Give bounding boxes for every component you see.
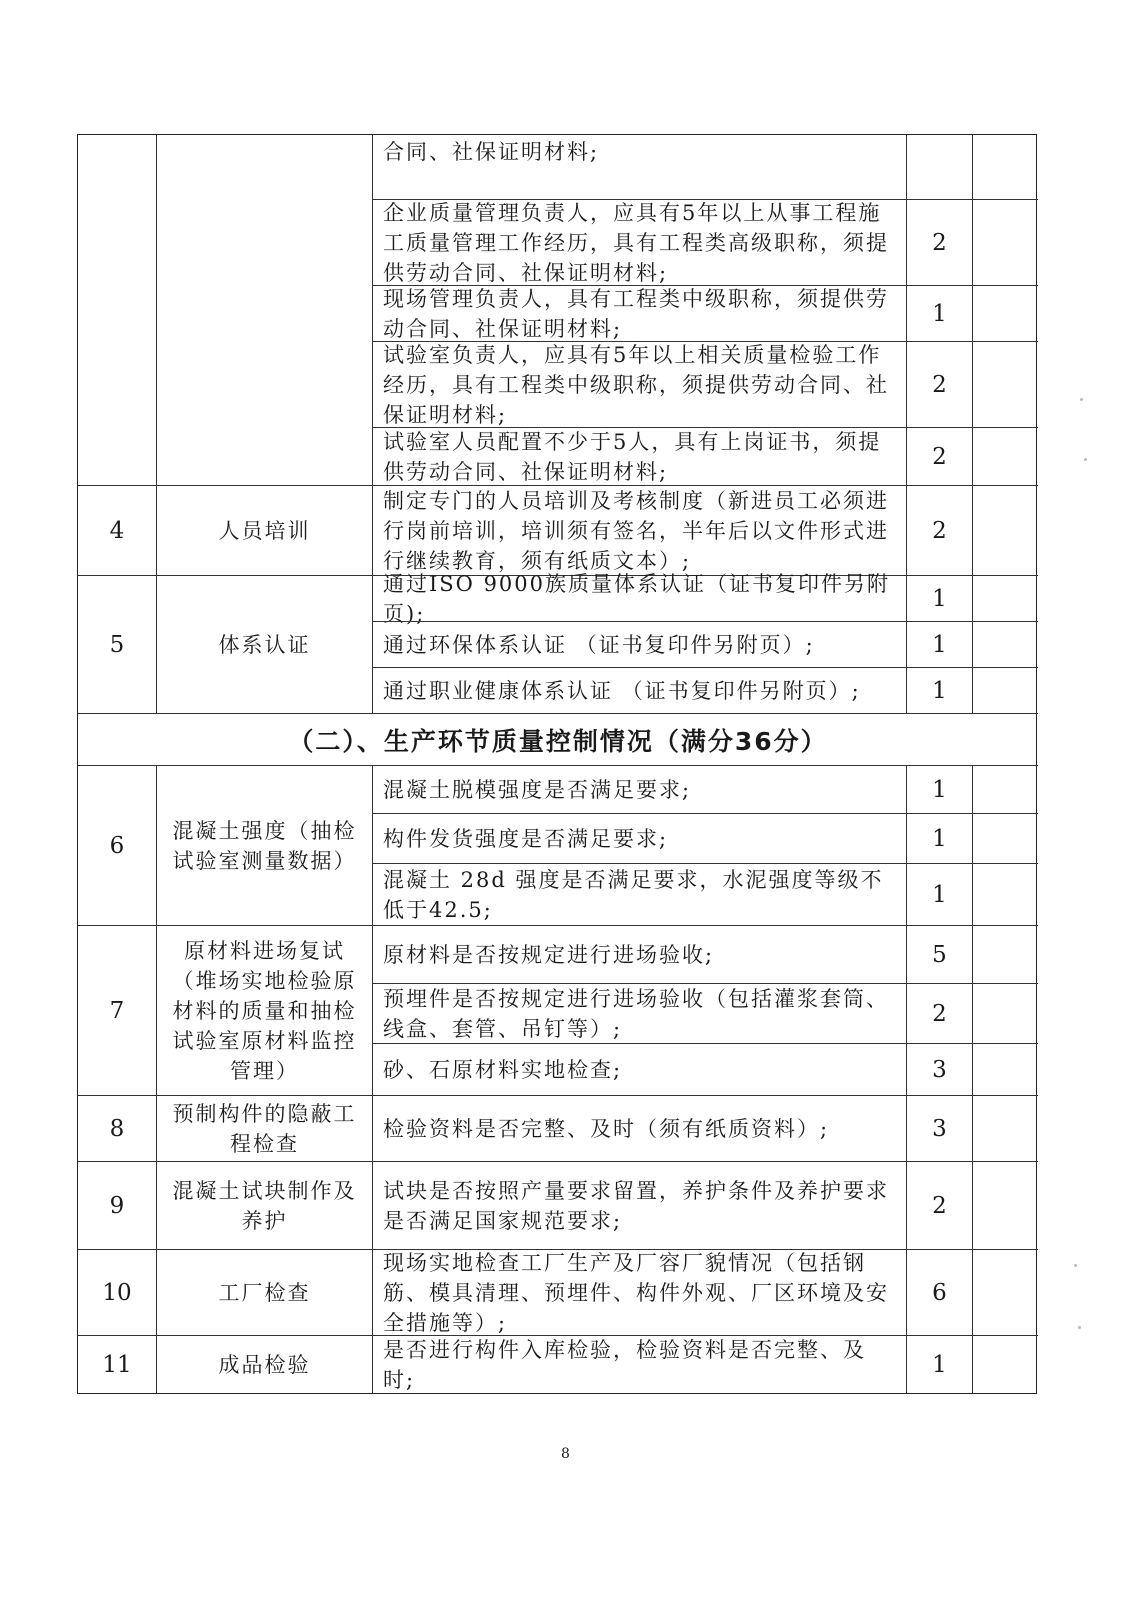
item-name: 预制构件的隐蔽工程检查 — [172, 1101, 357, 1156]
score-value: 2 — [932, 371, 947, 398]
score-value: 3 — [932, 1056, 947, 1083]
number-cell — [78, 485, 156, 575]
description-cell — [372, 485, 906, 575]
description-text: 试块是否按照产量要求留置，养护条件及养护要求是否满足国家规范要求; — [383, 1178, 889, 1233]
score-value: 1 — [932, 677, 947, 704]
scan-speck — [1074, 1264, 1077, 1267]
score-cell — [906, 813, 972, 863]
description-cell — [372, 863, 906, 925]
item-name-cell — [156, 575, 372, 713]
item-name: 工厂检查 — [218, 1280, 311, 1305]
score-cell — [906, 575, 972, 621]
item-name-cell — [156, 1335, 372, 1393]
item-name-cell — [156, 765, 372, 925]
section-title — [78, 713, 1038, 765]
description-text: 通过ISO 9000族质量体系认证（证书复印件另附页); — [383, 571, 891, 626]
item-number: 4 — [109, 517, 125, 544]
number-cell — [78, 1249, 156, 1335]
item-name-cell — [156, 925, 372, 1095]
score-cell — [906, 199, 972, 285]
item-name: 体系认证 — [218, 632, 311, 657]
description-text: 砂、石原材料实地检查; — [383, 1057, 623, 1082]
description-cell — [372, 621, 906, 667]
description-cell — [372, 199, 906, 285]
description-cell — [372, 1161, 906, 1249]
description-text: 合同、社保证明材料; — [383, 140, 600, 164]
scan-speck — [1080, 398, 1083, 401]
score-cell — [906, 1335, 972, 1393]
number-cell — [78, 925, 156, 1095]
scan-speck — [1078, 1326, 1081, 1329]
remark-cell — [972, 427, 1038, 485]
description-text: 是否进行构件入库检验，检验资料是否完整、及时; — [383, 1337, 866, 1392]
item-name-cell — [156, 1095, 372, 1161]
score-cell — [906, 863, 972, 925]
score-value: 1 — [932, 300, 947, 327]
number-cell — [78, 135, 156, 485]
score-cell — [906, 285, 972, 341]
remark-cell — [972, 813, 1038, 863]
remark-cell — [972, 1161, 1038, 1249]
remark-cell — [972, 485, 1038, 575]
score-cell — [906, 1095, 972, 1161]
score-cell — [906, 135, 972, 199]
score-value: 1 — [932, 631, 947, 658]
score-value: 2 — [932, 229, 947, 256]
item-name: 原材料进场复试（堆场实地检验原材料的质量和抽检试验室原材料监控管理） — [172, 938, 357, 1083]
remark-cell — [972, 135, 1038, 199]
remark-cell — [972, 765, 1038, 813]
score-value: 1 — [932, 1351, 947, 1378]
description-cell — [372, 983, 906, 1043]
score-cell — [906, 1249, 972, 1335]
number-cell — [78, 765, 156, 925]
score-cell — [906, 427, 972, 485]
number-cell — [78, 1161, 156, 1249]
item-number: 8 — [109, 1115, 125, 1142]
description-text: 现场实地检查工厂生产及厂容厂貌情况（包括钢筋、模具清理、预埋件、构件外观、厂区环境及安全措施等）; — [383, 1250, 889, 1335]
score-value: 2 — [932, 443, 947, 470]
description-cell — [372, 341, 906, 427]
description-cell — [372, 765, 906, 813]
score-value: 1 — [932, 776, 947, 803]
description-cell — [372, 1249, 906, 1335]
remark-cell — [972, 575, 1038, 621]
description-text: 通过环保体系认证 （证书复印件另附页）; — [383, 632, 815, 657]
item-name: 人员培训 — [218, 518, 311, 543]
description-cell — [372, 1335, 906, 1393]
description-text: 构件发货强度是否满足要求; — [383, 826, 669, 851]
description-text: 通过职业健康体系认证 （证书复印件另附页）; — [383, 678, 861, 703]
score-cell — [906, 341, 972, 427]
remark-cell — [972, 1335, 1038, 1393]
score-value: 2 — [932, 517, 947, 544]
description-cell — [372, 1095, 906, 1161]
remark-cell — [972, 983, 1038, 1043]
description-cell — [372, 1043, 906, 1095]
description-cell — [372, 427, 906, 485]
description-text: 现场管理负责人，具有工程类中级职称，须提供劳动合同、社保证明材料; — [383, 286, 889, 341]
page-number: 8 — [561, 1446, 570, 1462]
remark-cell — [972, 925, 1038, 983]
remark-cell — [972, 863, 1038, 925]
number-cell — [78, 575, 156, 713]
section-title-text: （二）、生产环节质量控制情况（满分36分） — [288, 726, 828, 756]
description-cell — [372, 285, 906, 341]
description-cell — [372, 667, 906, 713]
score-cell — [906, 925, 972, 983]
item-name: 混凝土试块制作及养护 — [172, 1178, 357, 1233]
description-text: 混凝土脱模强度是否满足要求; — [383, 777, 692, 802]
description-cell — [372, 925, 906, 983]
remark-cell — [972, 199, 1038, 285]
score-cell — [906, 1043, 972, 1095]
score-cell — [906, 765, 972, 813]
remark-cell — [972, 285, 1038, 341]
description-text: 混凝土 28d 强度是否满足要求，水泥强度等级不低于42.5; — [383, 867, 884, 922]
item-name: 成品检验 — [218, 1352, 311, 1377]
remark-cell — [972, 621, 1038, 667]
score-value: 6 — [932, 1279, 947, 1306]
remark-cell — [972, 1095, 1038, 1161]
number-cell — [78, 1095, 156, 1161]
item-number: 9 — [109, 1192, 125, 1219]
score-value: 1 — [932, 825, 947, 852]
item-name-cell — [156, 1161, 372, 1249]
description-cell — [372, 135, 906, 199]
item-number: 5 — [109, 631, 125, 658]
item-name: 混凝土强度（抽检试验室测量数据） — [172, 818, 357, 873]
score-value: 1 — [932, 881, 947, 908]
score-cell — [906, 667, 972, 713]
description-text: 预埋件是否按规定进行进场验收（包括灌浆套筒、线盒、套管、吊钉等）; — [383, 986, 889, 1041]
item-name-cell — [156, 1249, 372, 1335]
item-number: 7 — [109, 997, 125, 1024]
description-text: 试验室人员配置不少于5人，具有上岗证书，须提供劳动合同、社保证明材料; — [383, 429, 882, 484]
description-cell — [372, 813, 906, 863]
item-name-cell — [156, 135, 372, 485]
score-value: 2 — [932, 1000, 947, 1027]
score-value: 2 — [932, 1192, 947, 1219]
description-cell — [372, 571, 906, 626]
score-cell — [906, 621, 972, 667]
item-number: 11 — [102, 1351, 132, 1378]
remark-cell — [972, 667, 1038, 713]
score-value: 3 — [932, 1115, 947, 1142]
item-number: 6 — [109, 832, 125, 859]
item-number: 10 — [102, 1279, 132, 1306]
score-cell — [906, 983, 972, 1043]
remark-cell — [972, 341, 1038, 427]
scoring-table — [77, 134, 1037, 1394]
item-name-cell — [156, 485, 372, 575]
number-cell — [78, 1335, 156, 1393]
description-text: 原材料是否按规定进行进场验收; — [383, 942, 715, 967]
score-value: 1 — [932, 585, 947, 612]
score-cell — [906, 485, 972, 575]
remark-cell — [972, 1249, 1038, 1335]
description-text: 检验资料是否完整、及时（须有纸质资料）; — [383, 1116, 830, 1141]
description-text: 试验室负责人，应具有5年以上相关质量检验工作经历，具有工程类中级职称，须提供劳动合同、社保证明材料; — [383, 342, 889, 427]
remark-cell — [972, 1043, 1038, 1095]
score-value: 5 — [932, 941, 947, 968]
description-text: 制定专门的人员培训及考核制度（新进员工必须进行岗前培训，培训须有签名，半年后以文件形式进行继续教育，须有纸质文本）; — [383, 488, 889, 573]
scan-speck — [1084, 458, 1087, 461]
description-text: 企业质量管理负责人，应具有5年以上从事工程施工质量管理工作经历，具有工程类高级职称，须提供劳动合同、社保证明材料; — [383, 200, 889, 285]
score-cell — [906, 1161, 972, 1249]
